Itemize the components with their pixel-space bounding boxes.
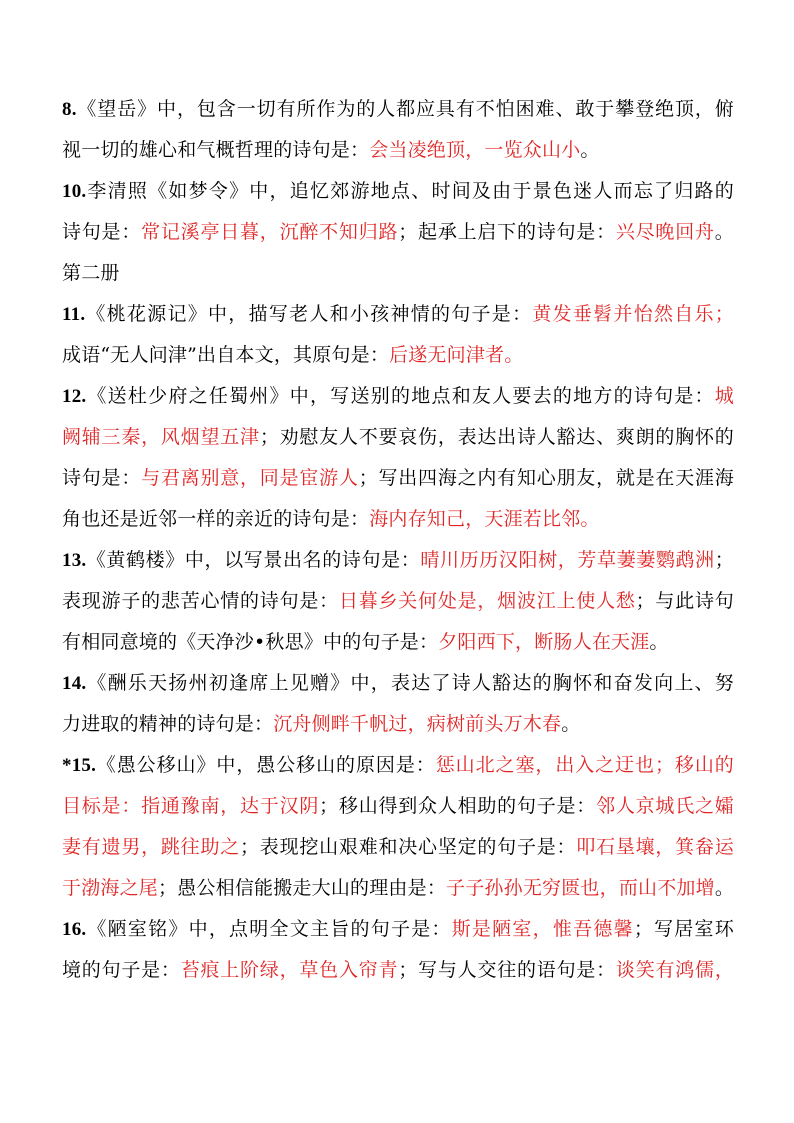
question-text: 《送杜少府之任蜀州》中，写送别的地点和友人要去的地方的诗句是：	[86, 385, 715, 407]
answer-text: 叩石垦壤，箕畚运	[576, 836, 734, 858]
question-text: 《黄鹤楼》中，以写景出名的诗句是：	[86, 549, 421, 571]
question-text: ；写居室环	[633, 918, 734, 940]
question-text: 表现游子的悲苦心情的诗句是：	[62, 590, 339, 612]
text-line	[62, 376, 734, 417]
answer-text: 常记溪亭日暮，沉醉不知归路	[141, 221, 399, 243]
text-line	[62, 663, 734, 704]
question-text: 视一切的雄心和气概哲理的诗句是：	[62, 139, 370, 161]
answer-text: 谈笑有鸿儒，	[615, 959, 735, 981]
question-text: 。	[580, 139, 600, 161]
answer-text: 沉舟侧畔千帆过，病树前头万木春	[273, 713, 562, 735]
item-number: 12.	[62, 386, 87, 407]
question-text: ；写出四海之内有知心朋友，就是在天涯海	[358, 467, 734, 489]
text-line	[62, 622, 734, 663]
question-text: 。	[649, 631, 669, 653]
answer-text: 妻有遗男，跳往助之	[62, 836, 241, 858]
question-text: 诗句是：	[62, 467, 142, 489]
question-text: 。	[714, 877, 735, 899]
question-text: ；劝慰友人不要哀伤，表达出诗人豁达、爽朗的胸怀的	[259, 426, 734, 448]
item-number: *15.	[62, 755, 97, 776]
text-line	[62, 212, 734, 253]
question-text: 力进取的精神的诗句是：	[62, 713, 274, 735]
item-number: 10.	[62, 181, 87, 202]
question-text: ；与此诗句	[635, 590, 734, 612]
text-line	[62, 335, 734, 376]
question-text: 角也还是近邻一样的亲近的诗句是：	[62, 508, 370, 530]
answer-text: 城	[714, 385, 734, 407]
question-text: 李清照《如梦令》中，追忆郊游地点、时间及由于景色迷人而忘了归路的	[86, 180, 734, 202]
question-text: 成语“无人问津”出自本文，其原句是：	[62, 344, 390, 366]
text-line	[62, 581, 734, 622]
answer-text: 夕阳西下，断肠人在天涯	[438, 631, 650, 653]
question-text: 《陋室铭》中，点明全文主旨的句子是：	[86, 918, 452, 940]
answer-text: 于渤海之尾	[62, 877, 159, 899]
question-text: ；表现挖山艰难和决心坚定的句子是：	[240, 836, 577, 858]
question-text: ；起承上启下的诗句是：	[398, 221, 616, 243]
question-text: 有相同意境的《天净沙•秋思》中的句子是：	[62, 631, 439, 653]
text-line	[62, 417, 734, 458]
text-line	[62, 540, 734, 581]
question-text: 。	[714, 221, 734, 243]
answer-text: 黄发垂髫并怡然自乐；	[532, 303, 734, 325]
text-line	[62, 130, 734, 171]
question-text: 《愚公移山》中，愚公移山的原因是：	[96, 754, 436, 776]
text-line	[62, 950, 734, 991]
question-text: 第二册	[62, 262, 120, 284]
text-line	[62, 499, 734, 540]
answer-text: 兴尽晚回舟	[615, 221, 715, 243]
question-text: ；写与人交往的语句是：	[398, 959, 616, 981]
text-line	[62, 909, 734, 950]
text-line	[62, 704, 734, 745]
item-number: 16.	[62, 919, 87, 940]
text-line	[62, 89, 734, 130]
item-number: 11.	[62, 304, 86, 325]
answer-text: 目标是：指通豫南，达于汉阴	[62, 795, 320, 817]
question-text: 《望岳》中，包含一切有所作为的人都应具有不怕困难、敢于攀登绝顶，俯	[76, 98, 734, 120]
answer-text: 苔痕上阶绿，草色入帘青	[180, 959, 399, 981]
text-line	[62, 171, 734, 212]
answer-text: 邻人京城氏之孀	[596, 795, 734, 817]
question-text: ；移山得到众人相助的句子是：	[319, 795, 597, 817]
document-page	[62, 89, 734, 991]
answer-text: 海内存知己，天涯若比邻。	[369, 508, 600, 530]
item-number: 14.	[62, 673, 87, 694]
text-line	[62, 786, 734, 827]
text-line	[62, 827, 734, 868]
question-text: 。	[561, 713, 581, 735]
question-text: 《酬乐天扬州初逢席上见赠》中，表达了诗人豁达的胸怀和奋发向上、努	[86, 672, 734, 694]
text-line	[62, 294, 734, 335]
text-line	[62, 458, 734, 499]
answer-text: 会当凌绝顶，一览众山小	[369, 139, 581, 161]
answer-text: 后遂无问津者。	[389, 344, 524, 366]
question-text: ；	[714, 549, 734, 571]
answer-text: 阙辅三秦，风烟望五津	[62, 426, 260, 448]
item-number: 13.	[62, 550, 87, 571]
answer-text: 子子孙孙无穷匮也，而山不加增	[446, 877, 715, 899]
question-text: 诗句是：	[62, 221, 142, 243]
answer-text: 晴川历历汉阳树，芳草萋萋鹦鹉洲	[420, 549, 715, 571]
text-line	[62, 745, 734, 786]
answer-text: 日暮乡关何处是，烟波江上使人愁	[338, 590, 636, 612]
question-text: ；愚公相信能搬走大山的理由是：	[158, 877, 447, 899]
question-text: 境的句子是：	[62, 959, 181, 981]
answer-text: 惩山北之塞，出入之迂也；移山的	[435, 754, 734, 776]
answer-text: 与君离别意，同是宦游人	[141, 467, 359, 489]
text-line	[62, 868, 734, 909]
answer-text: 斯是陋室，惟吾德馨	[451, 918, 634, 940]
text-line	[62, 253, 734, 294]
question-text: 《桃花源记》中，描写老人和小孩神情的句子是：	[85, 303, 533, 325]
item-number: 8.	[62, 99, 77, 120]
